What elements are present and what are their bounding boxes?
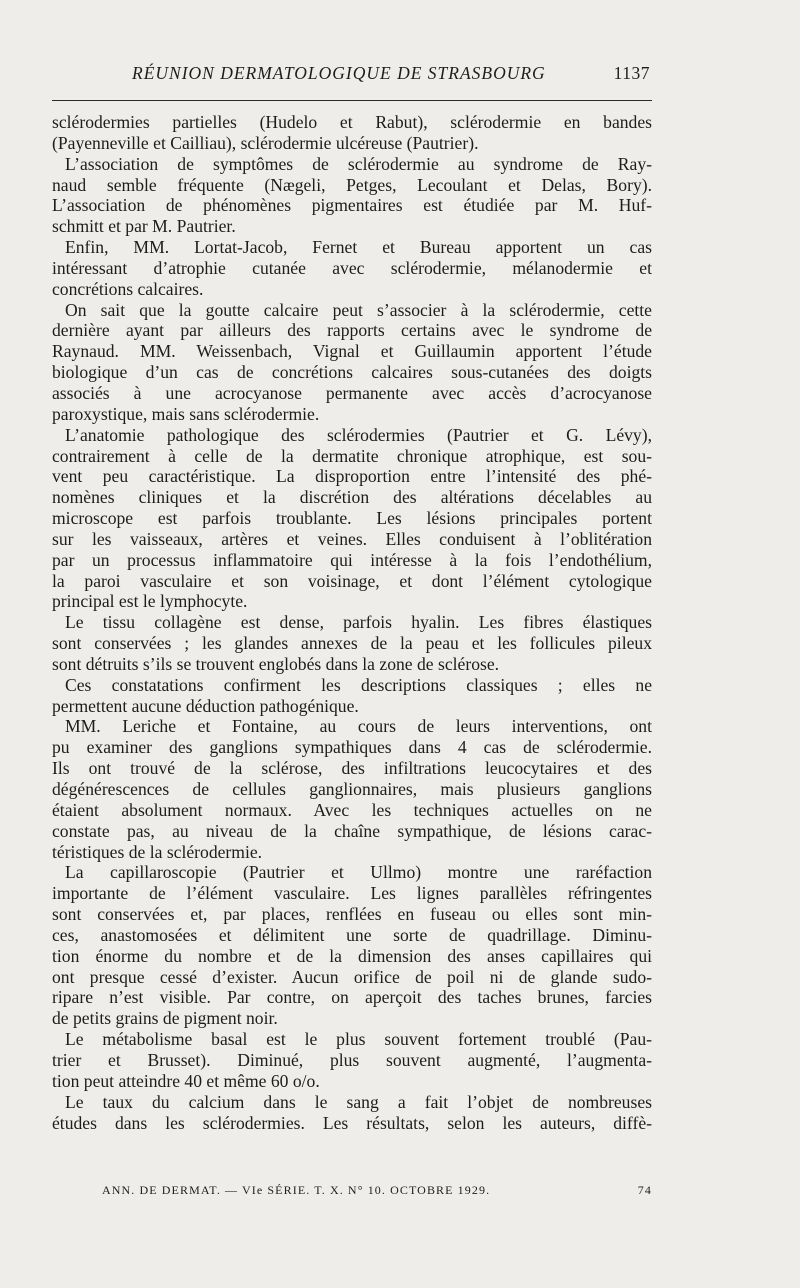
text-line: tion énorme du nombre et de la dimension des anses capillaires qui xyxy=(52,945,652,966)
text-line: schmitt et par M. Pautrier. xyxy=(52,216,236,237)
page-number: 1137 xyxy=(613,63,650,83)
text-line: études dans les sclérodermies. Les résultats, selon les auteurs, diffè- xyxy=(52,1112,652,1133)
running-head xyxy=(52,63,652,87)
running-title: RÉUNION DERMATOLOGIQUE DE STRASBOURG xyxy=(132,63,546,83)
text-line: microscope est parfois troublante. Les lésions principales portent xyxy=(52,508,652,529)
text-line: principal est le lymphocyte. xyxy=(52,591,248,612)
text-line: naud semble fréquente (Nægeli, Petges, Lecoulant et Delas, Bory). xyxy=(52,174,652,195)
text-line: Raynaud. MM. Weissenbach, Vignal et Guillaumin apportent l’étude xyxy=(52,341,652,362)
signature-mark: 74 xyxy=(637,1183,652,1197)
text-line: la paroi vasculaire et son voisinage, et dont l’élément cytologique xyxy=(52,570,652,591)
text-line: On sait que la goutte calcaire peut s’associer à la sclérodermie, cette xyxy=(65,299,652,320)
text-line: sont conservées et, par places, renflées en fuseau ou elles sont min- xyxy=(52,904,652,925)
text-line: par un processus inflammatoire qui intéresse à la fois l’endothélium, xyxy=(52,549,652,570)
text-line: sont conservées ; les glandes annexes de la peau et les follicules pileux xyxy=(52,633,652,654)
text-line: importante de l’élément vasculaire. Les lignes parallèles réfringentes xyxy=(52,883,652,904)
text-line: associés à une acrocyanose permanente avec accès d’acrocyanose xyxy=(52,382,652,403)
text-line: sclérodermies partielles (Hudelo et Rabut), sclérodermie en bandes xyxy=(52,112,652,132)
text-line: paroxystique, mais sans sclérodermie. xyxy=(52,403,320,424)
text-line: Ils ont trouvé de la sclérose, des infiltrations leucocytaires et des xyxy=(52,758,652,779)
text-line: sur les vaisseaux, artères et veines. Elles conduisent à l’oblitération xyxy=(52,528,652,549)
text-line: contrairement à celle de la dermatite chronique atrophique, est sou- xyxy=(52,445,652,466)
text-line: dégénérescences de cellules ganglionnaires, mais plusieurs ganglions xyxy=(52,779,652,799)
text-line: La capillaroscopie (Pautrier et Ullmo) montre une raréfaction xyxy=(65,862,652,883)
text-line: de petits grains de pigment noir. xyxy=(52,1008,278,1029)
text-line: nomènes cliniques et la discrétion des altérations décelables au xyxy=(52,487,652,508)
text-line: dernière ayant par ailleurs des rapports certains avec le syndrome de xyxy=(52,320,652,341)
text-line: pu examiner des ganglions sympathiques dans 4 cas de sclérodermie. xyxy=(52,737,652,758)
text-line: Enfin, MM. Lortat-Jacob, Fernet et Bureau apportent un cas xyxy=(65,237,652,258)
text-line: permettent aucune déduction pathogénique. xyxy=(52,695,359,716)
header-rule xyxy=(52,100,652,101)
text-line: étaient absolument normaux. Avec les techniques actuelles on ne xyxy=(52,799,652,820)
text-line: tion peut atteindre 40 et même 60 o/o. xyxy=(52,1070,320,1091)
text-line: sont détruits s’ils se trouvent englobés dans la zone de sclérose. xyxy=(52,653,500,674)
text-line: ces, anastomosées et délimitent une sorte de quadrillage. Diminu- xyxy=(52,924,652,945)
text-line: L’association de symptômes de sclérodermie au syndrome de Ray- xyxy=(65,153,652,174)
text-line: concrétions calcaires. xyxy=(52,278,204,299)
text-line: Le taux du calcium dans le sang a fait l’objet de nombreuses xyxy=(65,1091,652,1112)
journal-reference: ANN. DE DERMAT. — VIe SÉRIE. T. X. N° 10. OCTOBRE 1929. xyxy=(102,1183,491,1197)
page-footer xyxy=(52,1183,652,1201)
text-line: Le métabolisme basal est le plus souvent fortement troublé (Pau- xyxy=(65,1029,652,1050)
text-line: constate pas, au niveau de la chaîne sympathique, de lésions carac- xyxy=(52,820,652,841)
text-line: Ces constatations confirment les descriptions classiques ; elles ne xyxy=(65,674,652,695)
text-line: biologique d’un cas de concrétions calcaires sous-cutanées des doigts xyxy=(52,362,652,383)
text-line: MM. Leriche et Fontaine, au cours de leurs interventions, ont xyxy=(65,716,652,737)
text-line: L’anatomie pathologique des sclérodermies (Pautrier et G. Lévy), xyxy=(65,424,652,445)
text-line: intéressant d’atrophie cutanée avec sclérodermie, mélanodermie et xyxy=(52,257,652,278)
text-line: téristiques de la sclérodermie. xyxy=(52,841,263,862)
text-line: vent peu caractéristique. La disproportion entre l’intensité des phé- xyxy=(52,466,652,487)
text-line: ont presque cessé d’exister. Aucun orifice de poil ni de glande sudo- xyxy=(52,966,652,987)
body-text xyxy=(52,112,652,1133)
text-line: L’association de phénomènes pigmentaires est étudiée par M. Huf- xyxy=(52,195,652,216)
text-line: Le tissu collagène est dense, parfois hyalin. Les fibres élastiques xyxy=(65,612,652,633)
text-line: ripare n’est visible. Par contre, on aperçoit des taches brunes, farcies xyxy=(52,987,652,1008)
text-line: trier et Brusset). Diminué, plus souvent augmenté, l’augmenta- xyxy=(52,1049,652,1070)
text-line: (Payenneville et Cailliau), sclérodermie ulcéreuse (Pautrier). xyxy=(52,132,479,153)
